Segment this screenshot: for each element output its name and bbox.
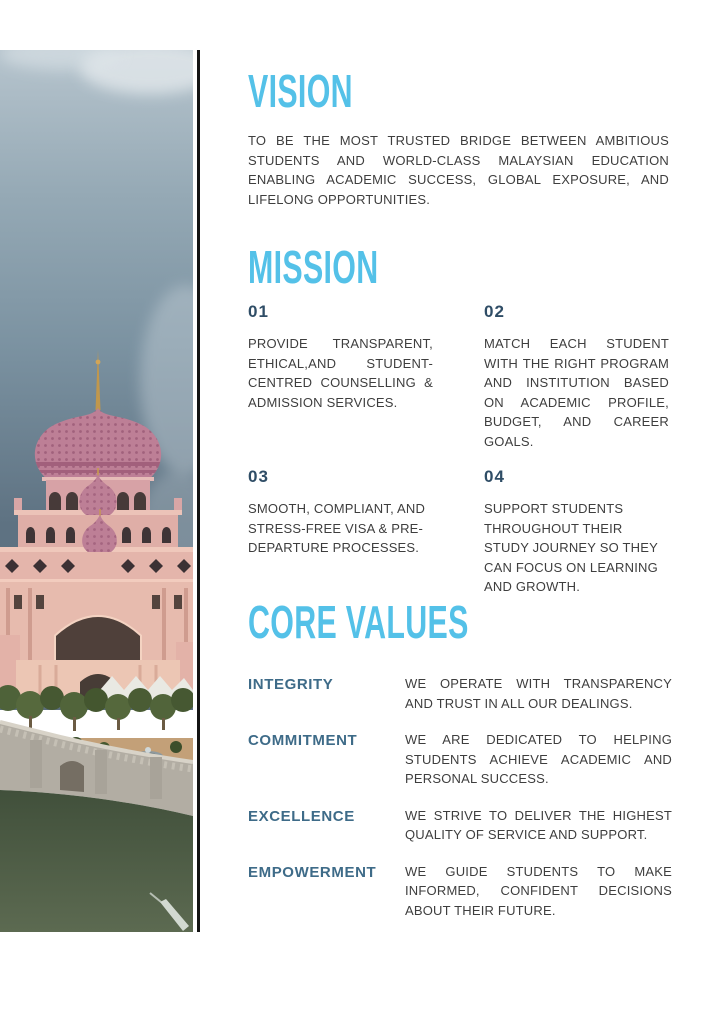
mission-item-text: PROVIDE TRANSPARENT, ETHICAL,AND STUDENT-CENTRED COUNSELLING & ADMISSION SERVICES.: [248, 336, 433, 410]
vision-body: TO BE THE MOST TRUSTED BRIDGE BETWEEN AMBITIOUS STUDENTS AND WORLD-CLASS MALAYSIAN EDUCATION ENABLING ACADEMIC SUCCESS, GLOBAL EXPOSURE, AND LIFELONG OPPORTUNITIES.: [248, 133, 669, 207]
mission-item-number: 02: [484, 302, 505, 321]
mission-item: [248, 467, 433, 597]
value-text: WE GUIDE STUDENTS TO MAKE INFORMED, CONFIDENT DECISIONS ABOUT THEIR FUTURE.: [405, 863, 672, 918]
mission-item: [484, 467, 669, 597]
mission-title: MISSION: [248, 241, 379, 293]
mission-item-number: 01: [248, 302, 269, 321]
value-text: WE OPERATE WITH TRANSPARENCY AND TRUST IN ALL OUR DEALINGS.: [405, 676, 672, 711]
core-values-title: CORE VALUES: [248, 596, 469, 648]
value-label-empowerment: EMPOWERMENT: [248, 863, 377, 881]
mission-item-text: SUPPORT STUDENTS THROUGHOUT THEIR STUDY JOURNEY SO THEY CAN FOCUS ON LEARNING AND GROWTH.: [484, 501, 658, 594]
value-text: WE STRIVE TO DELIVER THE HIGHEST QUALITY OF SERVICE AND SUPPORT.: [405, 807, 672, 842]
content-column: [248, 0, 672, 1024]
core-values-list: [248, 674, 672, 920]
mission-item: [248, 302, 433, 451]
mission-item-number: 04: [484, 467, 505, 486]
mission-item-text: MATCH EACH STUDENT WITH THE RIGHT PROGRAM AND INSTITUTION BASED ON ACADEMIC PROFILE, BUDGET, AND CAREER GOALS.: [484, 336, 669, 449]
mosque-photo: [0, 50, 193, 932]
vision-title: VISION: [248, 65, 353, 117]
tier-mid: [0, 552, 193, 582]
mosque-photo-illustration: [0, 50, 193, 932]
mission-grid: [248, 302, 669, 597]
mission-item-text: SMOOTH, COMPLIANT, AND STRESS-FREE VISA & PRE-DEPARTURE PROCESSES.: [248, 501, 426, 555]
value-label-commitment: COMMITMENT: [248, 732, 358, 749]
value-label-excellence: EXCELLENCE: [248, 807, 355, 825]
mission-item: [484, 302, 669, 451]
mission-item-number: 03: [248, 467, 269, 486]
value-label-integrity: INTEGRITY: [248, 676, 334, 693]
value-text: WE ARE DEDICATED TO HELPING STUDENTS ACHIEVE ACADEMIC AND PERSONAL SUCCESS.: [405, 732, 672, 786]
water: [0, 790, 193, 932]
vertical-divider: [197, 50, 200, 932]
